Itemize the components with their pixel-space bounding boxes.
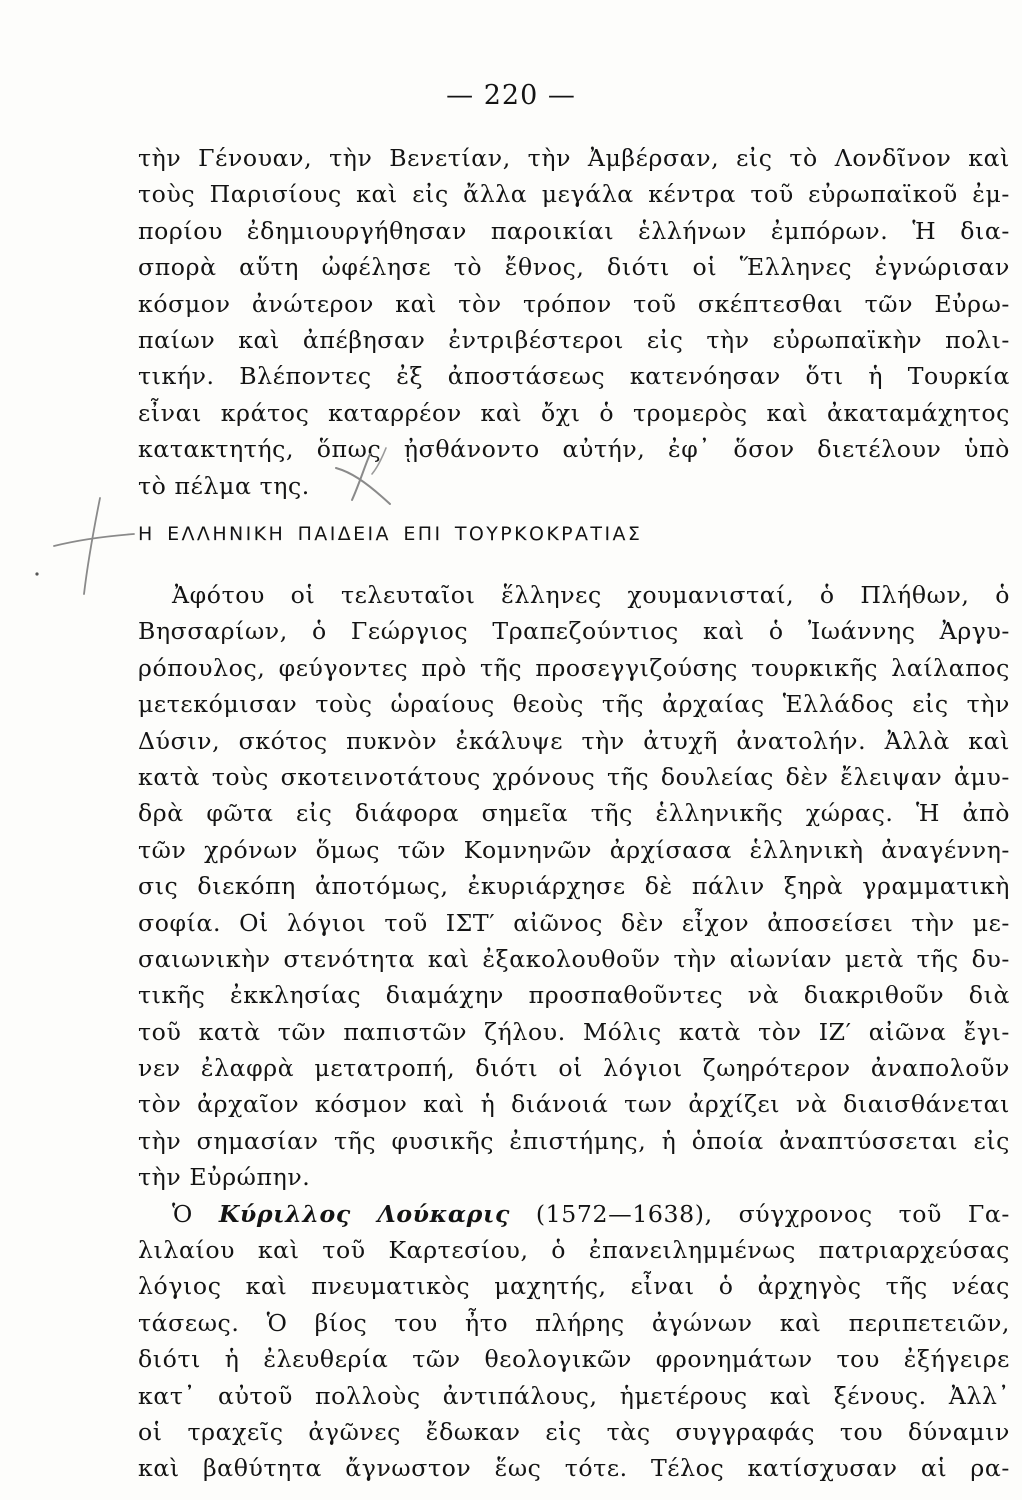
text-line: τὴν Γένουαν, τὴν Βενετίαν, τὴν Ἀμβέρσαν, εἰς τὸ Λονδῖνον καὶ xyxy=(138,144,1010,172)
text-line: Βησσαρίων, ὁ Γεώργιος Τραπεζούντιος καὶ ὁ Ἰωάννης Ἀργυ- xyxy=(138,617,1010,646)
text-line: σπορὰ αὕτη ὠφέλησε τὸ ἔθνος, διότι οἱ Ἕλληνες ἐγνώρισαν xyxy=(138,253,1010,282)
text-line: μετεκόμισαν τοὺς ὡραίους θεοὺς τῆς ἀρχαίας Ἑλλάδος εἰς τὴν xyxy=(138,690,1010,719)
person-name: Κύριλλος Λούκαρις xyxy=(218,1199,510,1228)
text-line: οἱ τραχεῖς ἀγῶνες ἔδωκαν εἰς τὰς συγγραφάς του δύναμιν xyxy=(138,1417,1010,1446)
text-line: κατ᾽ αὐτοῦ πολλοὺς ἀντιπάλους, ἡμετέρους καὶ ξένους. Ἀλλ᾽ xyxy=(138,1381,1010,1410)
pencil-dot xyxy=(33,570,41,578)
main-text xyxy=(138,577,1010,1487)
text-line: εἶναι κράτος καταρρέον καὶ ὄχι ὁ τρομερὸς καὶ ἀκαταμάχητος xyxy=(138,398,1010,427)
text-line: τοὺς Παρισίους καὶ εἰς ἄλλα μεγάλα κέντρα τοῦ εὐρωπαϊκοῦ ἐμ- xyxy=(138,180,1010,209)
text-line: τὴν σημασίαν τῆς φυσικῆς ἐπιστήμης, ἡ ὁποία ἀναπτύσσεται εἰς xyxy=(138,1126,1010,1155)
text-line: νεν ἐλαφρὰ μετατροπή, διότι οἱ λόγιοι ζωηρότερον ἀναπολοῦν xyxy=(138,1054,1010,1083)
text-line: τοῦ κατὰ τῶν παπιστῶν ζήλου. Μόλις κατὰ τὸν ΙΖ′ αἰῶνα ἔγι- xyxy=(138,1017,1010,1046)
text-line: ρόπουλος, φεύγοντες πρὸ τῆς προσεγγιζούσης τουρκικῆς λαίλαπος xyxy=(138,653,1010,682)
text-line: τὸν ἀρχαῖον κόσμον καὶ ἡ διάνοιά των ἀρχίζει νὰ διαισθάνεται xyxy=(138,1090,1010,1119)
text-line: κόσμον ἀνώτερον καὶ τὸν τρόπον τοῦ σκέπτεσθαι τῶν Εὐρω- xyxy=(138,289,1010,318)
section-heading: Η ΕΛΛΗΝΙΚΗ ΠΑΙΔΕΙΑ ΕΠΙ ΤΟΥΡΚΟΚΡΑΤΙΑΣ xyxy=(138,523,643,545)
text-line: τὴν Εὐρώπην. xyxy=(138,1163,311,1192)
text-line: καὶ βαθύτητα ἄγνωστον ἕως τότε. Τέλος κατίσχυσαν αἱ ρα- xyxy=(138,1454,1010,1483)
text-line: τάσεως. Ὁ βίος του ἦτο πλήρης ἀγώνων καὶ περιπετειῶν, xyxy=(138,1308,1010,1337)
text-line: πορίου ἐδημιουργήθησαν παροικίαι ἑλλήνων ἐμπόρων. Ἡ δια- xyxy=(138,216,1010,245)
text-line: τικῆς ἐκκλησίας διαμάχην προσπαθοῦντες νὰ διακριθοῦν διὰ xyxy=(138,981,1010,1010)
text-line: λόγιος καὶ πνευματικὸς μαχητής, εἶναι ὁ ἀρχηγὸς τῆς νέας xyxy=(138,1272,1010,1301)
text-suffix: (1572—1638), σύγχρονος τοῦ Γα- xyxy=(509,1199,1010,1228)
text-line: τικήν. Βλέποντες ἐξ ἀποστάσεως κατενόησαν ὅτι ἡ Τουρκία xyxy=(138,362,1010,391)
text-prefix: Ὁ xyxy=(172,1199,219,1228)
page-number: — 220 — xyxy=(446,80,576,111)
text-line: παίων καὶ ἀπέβησαν ἐντριβέστεροι εἰς τὴν εὐρωπαϊκὴν πολι- xyxy=(138,325,1010,354)
text-line: λιλαίου καὶ τοῦ Καρτεσίου, ὁ ἐπανειλημμένως πατριαρχεύσας xyxy=(138,1236,1010,1265)
text-line: διότι ἡ ἐλευθερία τῶν θεολογικῶν φρονημάτων του ἐξήγειρε xyxy=(138,1345,1010,1374)
text-line: τὸ πέλμα της. xyxy=(138,471,310,500)
text-line: σις διεκόπη ἀποτόμως, ἐκυριάρχησε δὲ πάλιν ξηρὰ γραμματικὴ xyxy=(138,872,1010,901)
text-line: κατακτητής, ὅπως ᾐσθάνοντο αὐτήν, ἐφ᾽ ὅσον διετέλουν ὑπὸ xyxy=(138,435,1010,464)
text-line: Ἀφότου οἱ τελευταῖοι ἕλληνες χουμανισταί, ὁ Πλήθων, ὁ xyxy=(172,581,1010,609)
text-line: κατὰ τοὺς σκοτεινοτάτους χρόνους τῆς δουλείας δὲν ἔλειψαν ἀμυ- xyxy=(138,762,1010,791)
text-line: σοφία. Οἱ λόγιοι τοῦ ΙΣΤ′ αἰῶνος δὲν εἶχον ἀποσείσει τὴν με- xyxy=(138,908,1010,937)
paragraph-diaspora xyxy=(138,140,1010,504)
text-line: δρὰ φῶτα εἰς διάφορα σημεῖα τῆς ἑλληνικῆς χώρας. Ἡ ἀπὸ xyxy=(138,799,1010,828)
pencil-cross-mark xyxy=(48,490,138,600)
text-line-loukaris-intro xyxy=(138,1196,1010,1232)
text-line: τῶν χρόνων ὅμως τῶν Κομνηνῶν ἀρχίσασα ἑλληνικὴ ἀναγέννη- xyxy=(138,835,1010,864)
text-line: Δύσιν, σκότος πυκνὸν ἐκάλυψε τὴν ἀτυχῆ ἀνατολήν. Ἀλλὰ καὶ xyxy=(138,726,1010,755)
text-line: σαιωνικὴν στενότητα καὶ ἐξακολουθοῦν τὴν αἰωνίαν μετὰ τῆς δυ- xyxy=(138,944,1010,973)
